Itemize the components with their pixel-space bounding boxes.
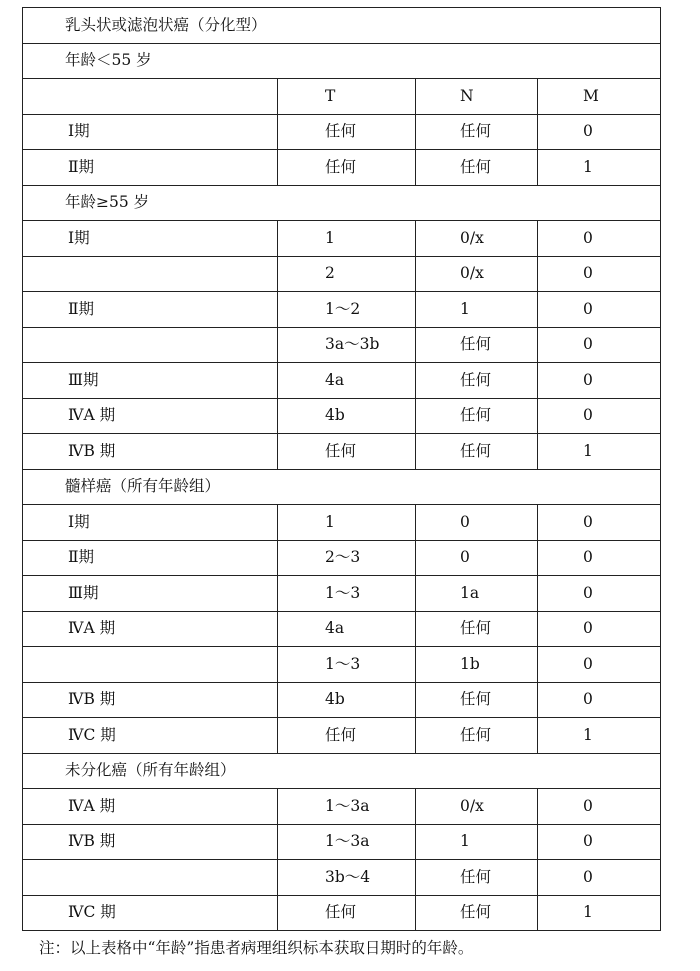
cell-m: 0 [538,256,661,292]
cell-stage [23,256,278,292]
table-row [23,434,661,470]
cell-m: 0 [538,398,661,434]
cell-stage: Ⅰ期 [23,221,278,257]
section-row [23,8,661,44]
cell-t: 2 [278,256,416,292]
cell-stage: Ⅰ期 [23,114,278,150]
column-header-m: M [538,79,661,115]
cell-m: 0 [538,540,661,576]
cell-t: 任何 [278,895,416,931]
cell-n: 任何 [416,327,538,363]
cell-stage: Ⅱ期 [23,540,278,576]
cell-m: 0 [538,114,661,150]
cell-stage: ⅣA 期 [23,398,278,434]
cell-stage: ⅣC 期 [23,895,278,931]
table-row [23,221,661,257]
staging-table [22,7,661,931]
table-row [23,327,661,363]
cell-m: 0 [538,860,661,896]
table-row [23,398,661,434]
section-label: 乳头状或滤泡状癌（分化型） [23,8,661,44]
cell-m: 0 [538,647,661,683]
table-row [23,682,661,718]
cell-t: 任何 [278,114,416,150]
table-row [23,611,661,647]
column-header-row [23,79,661,115]
staging-table-body [23,8,661,931]
cell-stage [23,860,278,896]
table-row [23,860,661,896]
table-row [23,150,661,186]
cell-n: 任何 [416,398,538,434]
cell-n: 1 [416,824,538,860]
column-header-t: T [278,79,416,115]
cell-m: 0 [538,292,661,328]
cell-stage: Ⅲ期 [23,576,278,612]
cell-n: 任何 [416,611,538,647]
cell-stage: Ⅲ期 [23,363,278,399]
cell-n: 任何 [416,860,538,896]
column-header-stage [23,79,278,115]
table-row [23,292,661,328]
section-label: 髓样癌（所有年龄组） [23,469,661,505]
table-row [23,540,661,576]
table-row [23,505,661,541]
cell-n: 0/x [416,221,538,257]
cell-t: 3b～4 [278,860,416,896]
cell-m: 0 [538,363,661,399]
section-row [23,43,661,79]
document-page [22,7,660,958]
cell-m: 0 [538,505,661,541]
table-row [23,824,661,860]
cell-n: 0/x [416,789,538,825]
cell-t: 2～3 [278,540,416,576]
cell-t: 1～2 [278,292,416,328]
cell-stage: ⅣA 期 [23,611,278,647]
cell-t: 任何 [278,718,416,754]
section-label: 年龄≥55 岁 [23,185,661,221]
cell-t: 1～3a [278,789,416,825]
cell-t: 1～3 [278,647,416,683]
cell-m: 1 [538,434,661,470]
cell-n: 1 [416,292,538,328]
cell-t: 3a～3b [278,327,416,363]
cell-stage: ⅣA 期 [23,789,278,825]
column-header-n: N [416,79,538,115]
cell-m: 0 [538,824,661,860]
table-row [23,895,661,931]
section-label: 未分化癌（所有年龄组） [23,753,661,789]
cell-m: 0 [538,682,661,718]
table-row [23,256,661,292]
cell-stage: ⅣB 期 [23,682,278,718]
cell-t: 4a [278,611,416,647]
cell-t: 1～3a [278,824,416,860]
cell-m: 1 [538,718,661,754]
cell-stage: ⅣB 期 [23,434,278,470]
cell-n: 1a [416,576,538,612]
cell-m: 0 [538,327,661,363]
cell-t: 任何 [278,150,416,186]
cell-t: 4b [278,682,416,718]
table-row [23,718,661,754]
cell-stage: Ⅱ期 [23,292,278,328]
section-row [23,185,661,221]
cell-n: 任何 [416,895,538,931]
cell-n: 任何 [416,363,538,399]
cell-m: 1 [538,895,661,931]
cell-stage [23,647,278,683]
cell-stage: Ⅰ期 [23,505,278,541]
cell-n: 任何 [416,682,538,718]
cell-n: 任何 [416,718,538,754]
cell-n: 任何 [416,150,538,186]
cell-t: 1 [278,505,416,541]
table-row [23,363,661,399]
cell-stage: Ⅱ期 [23,150,278,186]
cell-m: 0 [538,221,661,257]
cell-n: 1b [416,647,538,683]
table-row [23,114,661,150]
cell-stage [23,327,278,363]
cell-m: 0 [538,789,661,825]
cell-stage: ⅣC 期 [23,718,278,754]
cell-stage: ⅣB 期 [23,824,278,860]
section-label: 年龄＜55 岁 [23,43,661,79]
table-row [23,789,661,825]
cell-t: 1 [278,221,416,257]
table-row [23,576,661,612]
cell-t: 任何 [278,434,416,470]
cell-t: 4b [278,398,416,434]
cell-m: 1 [538,150,661,186]
cell-n: 任何 [416,114,538,150]
cell-m: 0 [538,576,661,612]
cell-n: 任何 [416,434,538,470]
table-footnote: 注：以上表格中“年龄”指患者病理组织标本获取日期时的年龄。 [39,939,474,957]
cell-n: 0 [416,505,538,541]
cell-t: 1～3 [278,576,416,612]
cell-n: 0 [416,540,538,576]
section-row [23,469,661,505]
table-row [23,647,661,683]
section-row [23,753,661,789]
cell-n: 0/x [416,256,538,292]
cell-m: 0 [538,611,661,647]
cell-t: 4a [278,363,416,399]
